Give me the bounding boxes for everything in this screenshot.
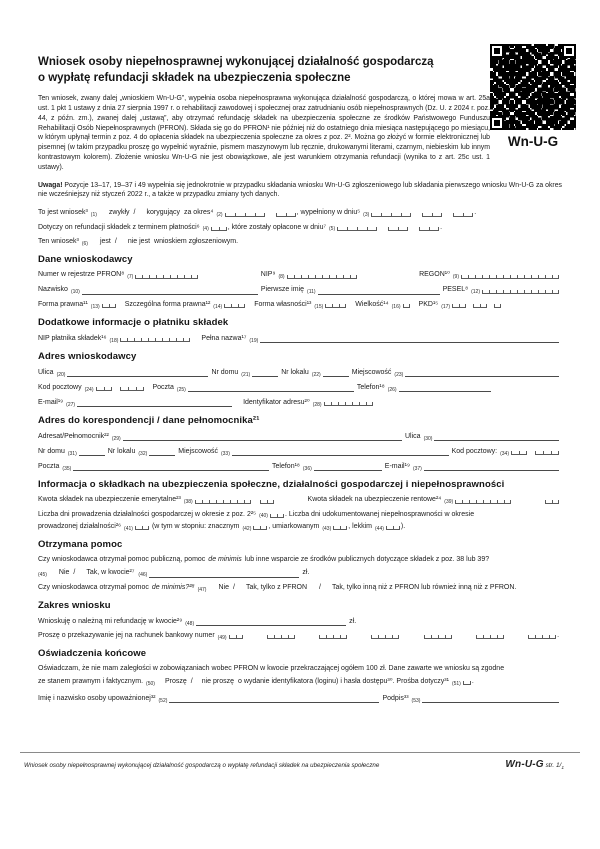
field-label: de minimis?²⁸: [151, 583, 195, 591]
field-label: PESEL⁸: [442, 286, 469, 294]
field-label: Czy wnioskodawca otrzymał pomoc publiczną, pomoc: [38, 556, 206, 564]
spacer: [494, 391, 562, 392]
form-row-identyfikatory: [38, 271, 562, 279]
form-row-podpis: [38, 694, 562, 703]
pos-number: (21): [241, 371, 251, 378]
termin-platnosci-field[interactable]: [211, 227, 227, 231]
spacer: [324, 591, 332, 592]
field-label: /: [319, 583, 321, 591]
spacer: [312, 577, 562, 578]
qr-block: [489, 44, 577, 149]
poczta-korespondencja-line[interactable]: [73, 462, 269, 471]
form-row-dni2: [38, 523, 562, 531]
spacer: [411, 231, 419, 232]
pos-number: (37): [412, 465, 422, 472]
field-label: /: [233, 583, 235, 591]
pesel-field[interactable]: [482, 290, 559, 294]
form-row-oswiadczenie2: [38, 678, 562, 686]
pos-number: (47): [197, 586, 207, 593]
oplacone-miesiac-field[interactable]: [388, 227, 408, 231]
pos-number: (40): [259, 513, 268, 520]
rachunek-field[interactable]: [229, 635, 243, 639]
choice-zwykly[interactable]: zwykły: [108, 209, 130, 217]
field-label: /: [114, 237, 117, 245]
field-label: Miejscowość: [178, 447, 218, 455]
field-label: prowadzonej działalności²⁶: [38, 522, 122, 530]
rachunek-field[interactable]: [476, 635, 504, 639]
field-label: Proszę o przekazywanie jej na rachunek bankowy numer: [38, 632, 215, 640]
field-label: E-mail¹⁹: [38, 398, 64, 406]
rachunek-field[interactable]: [371, 635, 399, 639]
choice-jest[interactable]: jest: [99, 237, 111, 245]
pos-number: (52): [158, 697, 168, 704]
pos-number: (10): [70, 289, 80, 296]
oplacone-dzien-field[interactable]: [419, 227, 439, 231]
field-label: REGON¹⁰: [419, 271, 450, 279]
section-otrzymana-pomoc: Otrzymana pomoc: [38, 539, 123, 551]
telefon-korespondencja-line[interactable]: [314, 462, 382, 471]
form-row-korespondencja1: [38, 432, 562, 441]
field-label: Identyfikator adresu²⁰: [243, 398, 310, 406]
pos-number: (46): [138, 572, 148, 579]
pos-number: (28): [312, 401, 322, 408]
pos-number: (19): [249, 337, 259, 344]
liczba-dni-niepelnosprawnosci-field[interactable]: [135, 526, 149, 530]
pos-number: (8): [278, 274, 285, 281]
telefon-line[interactable]: [399, 383, 491, 392]
spacer: [254, 504, 260, 505]
spacer: [277, 504, 308, 505]
field-label: Poczta: [38, 462, 60, 470]
spacer: [359, 625, 562, 626]
field-label: Wielkość¹⁴: [355, 300, 389, 308]
field-label: Ulica: [38, 368, 54, 376]
spacer: [311, 591, 319, 592]
form-code-label: Wn-U-G: [507, 134, 559, 149]
email-line[interactable]: [77, 398, 232, 407]
pos-number: (53): [411, 697, 421, 704]
spacer: [530, 455, 535, 456]
pos-number: (3): [363, 212, 370, 219]
section-adres-korespondencji: Adres do korespondencji / dane pełnomocnika²¹: [38, 415, 260, 427]
field-label: de minimis: [208, 556, 242, 564]
spacer: [490, 308, 494, 309]
pos-number: (25): [176, 386, 186, 393]
miejscowosc-line[interactable]: [405, 368, 559, 377]
kwota-refundacji-line[interactable]: [196, 617, 346, 626]
field-label: Ulica: [405, 432, 421, 440]
form-row-dni1: [38, 511, 562, 519]
form-title-line2: o wypłatę refundacji składek na ubezpieczenia społeczne: [38, 72, 351, 85]
field-label: . Liczba dni udokumentowanej niepełnosprawności w okresie: [284, 510, 475, 518]
field-label: lub inne wsparcie ze środków publicznych dotyczące składek z poz. 38 lub 39?: [244, 556, 490, 564]
szczegolna-forma-field[interactable]: [224, 304, 245, 308]
spacer: [157, 685, 165, 686]
field-label: Miejscowość: [351, 368, 392, 376]
imie-nazwisko-upowaznionej-line[interactable]: [169, 694, 379, 703]
field-label: Wnioskuję o należną mi refundację w kwocie²⁹: [38, 617, 183, 625]
form-row-nazwisko: [38, 286, 562, 295]
forma-wlasnosci-field[interactable]: [325, 304, 346, 308]
pos-number: (35): [62, 465, 72, 472]
field-label: Kwota składek na ubezpieczenie rentowe²⁴: [307, 496, 442, 504]
pos-number: (26): [387, 386, 397, 393]
intro-paragraph: Ten wniosek, zwany dalej „wnioskiem Wn-U-G”, wypełnia osoba niepełnosprawna wykonująca działalność gospodarczą, o której mowa w art. 25a ust. 1 pkt 1 ustawy z dnia 27 sierpnia 1997 r. o rehabilitacji zawodowej i społecznej oraz zatrudnianiu osób niepełnosprawnych (Dz. U. z 2024 r. poz. 44, z późn. zm.), zwanej dalej „ustawą”, aby otrzymać refundację składek na ubezpieczenia społeczne ze środków Państwowego Funduszu Rehabilitacji Osób Niepełnosprawnych (PFRON). Składa się go do PFRON¹ nie później niż do ostatniego dnia miesiąca następującego po miesiącu, w którym upłynął termin z poz. 4 do opłacenia składek na ubezpieczenia społeczne za okres z poz. 2². Można go złożyć w formie elektronicznej lub pisemnej (w takim przypadku proszę go wypełnić wyraźnie, pismem maszynowym lub ręcznie, drukowanymi literami, czarnym, niebieskim lub innym kontrastowym kolorem). Złożenie wniosku Wn-U-G nie jest obowiązkowe, ale jest warunkiem otrzymania refundacji (wynika to z art. 25c ust. 1 ustawy).: [38, 95, 490, 171]
field-label: Nr domu: [211, 368, 239, 376]
spacer: [469, 308, 473, 309]
pfron-number-field[interactable]: [135, 275, 198, 279]
liczba-dni-dzialalnosci-field[interactable]: [270, 514, 284, 518]
notice-bold: Uwaga!: [38, 181, 63, 189]
spacer: [201, 279, 260, 280]
section-adres-wnioskodawcy: Adres wnioskodawcy: [38, 351, 137, 363]
spacer: [99, 217, 109, 218]
pos-number: (4): [202, 226, 209, 233]
field-label: Adresat/Pełnomocnik²²: [38, 432, 109, 440]
field-label: Forma własności¹³: [254, 300, 312, 308]
spacer: [90, 245, 100, 246]
pos-number: (32): [138, 450, 148, 457]
field-label: To jest wniosek³: [38, 209, 88, 217]
spacer: [507, 639, 528, 640]
spacer: [350, 639, 371, 640]
choice-deminimis-pfron[interactable]: Tak, tylko z PFRON: [245, 583, 308, 591]
kod-pocztowy-korespondencja-field[interactable]: [535, 451, 559, 455]
spacer: [246, 639, 267, 640]
stopien-lekki-field[interactable]: [386, 526, 400, 530]
field-label: .: [471, 677, 474, 685]
form-row-adres1: [38, 368, 562, 377]
spacer: [455, 639, 476, 640]
field-label: Liczba dni prowadzenia działalności gospodarczej w okresie z poz. 2²⁵: [38, 510, 257, 518]
field-label: Imię i nazwisko osoby upoważnionej³²: [38, 694, 156, 702]
field-label: Nr lokalu: [107, 447, 136, 455]
pos-number: (20): [56, 371, 66, 378]
notice-text: Pozycje 13–17, 19–37 i 49 wypełnia się jednokrotnie w przypadku składania wniosku Wn-U-G zgłoszeniowego lub składania pierwszego wniosku Wn-U-G za okres nie wcześniejszy niż styczeń 2022 r., a także w przypadku zmiany tych danych.: [38, 181, 562, 199]
rachunek-field[interactable]: [528, 635, 556, 639]
notice-paragraph: [38, 181, 562, 201]
field-label: Pierwsze imię: [260, 286, 305, 294]
field-label: ze stanem prawnym i faktycznym.: [38, 677, 144, 685]
podpis-line[interactable]: [422, 694, 559, 703]
pos-number: (27): [66, 401, 76, 408]
field-label: .: [440, 223, 443, 231]
field-label: zł.: [302, 569, 310, 577]
kwota-emerytalne-grosze-field[interactable]: [260, 500, 274, 504]
spacer: [49, 577, 59, 578]
pos-number: (22): [311, 371, 321, 378]
footer-page-number: str. 1/: [543, 762, 562, 769]
form-row-wniosek-typ: [38, 209, 562, 217]
form-row-korespondencja3: [38, 462, 562, 471]
field-label: PKD¹⁵: [418, 300, 439, 308]
pos-number: (17): [441, 303, 451, 310]
field-label: Czy wnioskodawca otrzymał pomoc: [38, 583, 149, 591]
pos-number: (29): [111, 435, 121, 442]
form-title: [38, 54, 562, 86]
field-label: NIP⁹: [260, 271, 276, 279]
field-label: (w tym w stopniu: znacznym: [151, 522, 240, 530]
field-label: , wypełniony w dniu⁵: [296, 209, 361, 217]
pos-number: (44): [375, 525, 384, 532]
pos-number: (15): [314, 303, 324, 310]
form-row-adres3: [38, 398, 562, 407]
nip-field[interactable]: [287, 275, 357, 279]
pos-number: (13): [90, 303, 100, 310]
spacer: [376, 406, 562, 407]
pos-number: (49): [217, 634, 227, 641]
field-label: wnioskiem zgłoszeniowym.: [154, 237, 239, 245]
nr-domu-line[interactable]: [252, 368, 278, 377]
pos-number: (7): [127, 274, 134, 281]
choice-prosze[interactable]: Proszę: [164, 677, 187, 685]
pelna-nazwa-line[interactable]: [260, 334, 559, 343]
choice-nie-jest[interactable]: nie jest: [127, 237, 151, 245]
pos-number: (5): [329, 226, 336, 233]
section-dane-wnioskodawcy: Dane wnioskodawcy: [38, 254, 133, 266]
wypelniony-dzien-field[interactable]: [453, 213, 473, 217]
spacer: [115, 391, 120, 392]
pos-number: (34): [500, 450, 509, 457]
spacer: [380, 231, 388, 232]
spacer: [445, 217, 453, 218]
field-label: /: [133, 209, 136, 217]
pos-number: (2): [216, 212, 223, 219]
poczta-line[interactable]: [188, 383, 354, 392]
spacer: [78, 577, 86, 578]
pos-number: (33): [220, 450, 230, 457]
form-row-zgloszeniowy: [38, 238, 562, 246]
qr-finder-icon: [490, 44, 504, 58]
field-label: .: [557, 632, 560, 640]
spacer: [120, 245, 128, 246]
pos-number: (38): [183, 499, 193, 505]
imie-line[interactable]: [318, 286, 440, 295]
page-footer: [20, 752, 580, 771]
field-label: , które zostały opłacone w dniu⁷: [227, 223, 327, 231]
form-row-kwoty: [38, 496, 562, 504]
field-label: NIP płatnika składek¹⁶: [38, 334, 107, 342]
spacer: [360, 279, 419, 280]
spacer: [268, 217, 276, 218]
form-row-termin: [38, 224, 562, 232]
kwota-rentowe-grosze-field[interactable]: [545, 500, 559, 504]
ulica-line[interactable]: [67, 368, 208, 377]
form-row-pomoc-pytanie1: [38, 556, 562, 564]
field-label: zł.: [349, 617, 357, 625]
field-label: o wydanie identyfikatora (loginu) i hasła dostępu³⁰. Prośba dotyczy³¹: [237, 677, 449, 685]
wypelniony-miesiac-field[interactable]: [422, 213, 442, 217]
field-label: Szczególna forma prawna¹²: [124, 300, 211, 308]
form-row-oswiadczenie1: [38, 665, 562, 673]
wielkosc-field[interactable]: [403, 304, 410, 308]
qr-finder-icon: [562, 44, 576, 58]
rachunek-field[interactable]: [267, 635, 295, 639]
qr-finder-icon: [490, 116, 504, 130]
pos-number: (48): [185, 620, 195, 627]
field-label: Numer w rejestrze PFRON⁸: [38, 271, 125, 279]
prosba-dotyczy-field[interactable]: [463, 681, 471, 685]
footer-form-code: Wn-U-G: [505, 759, 544, 770]
field-label: /: [73, 569, 76, 577]
pos-number: (50): [146, 680, 155, 687]
nr-lokalu-line[interactable]: [323, 368, 349, 377]
field-label: E-mail¹⁹: [384, 462, 410, 470]
pos-number: (42): [242, 525, 252, 532]
field-label: Telefon¹⁸: [272, 462, 300, 470]
kod-pocztowy-field[interactable]: [96, 387, 112, 391]
pos-number: (11): [307, 289, 316, 296]
form-row-pomoc-pytanie2: [38, 584, 562, 592]
regon-field[interactable]: [461, 275, 559, 279]
form-row-pomoc-odpowiedz1: [38, 569, 562, 578]
section-skladki: Informacja o składkach na ubezpieczenia społeczne, działalności gospodarczej i niepełnosprawności: [38, 479, 505, 491]
pos-number: (23): [394, 371, 404, 378]
stopien-umiarkowany-field[interactable]: [333, 526, 347, 530]
footer-page-total: 1: [561, 766, 564, 772]
pos-number: (1): [90, 212, 97, 219]
field-label: Oświadczam, że nie mam zaległości w zobowiązaniach wobec PFRON w kwocie przekraczającej ogółem 100 zł. Dane zawarte we wniosku są zgodne: [38, 665, 505, 673]
pos-number: (41): [124, 525, 133, 532]
spacer: [139, 217, 147, 218]
forma-prawna-field[interactable]: [102, 304, 116, 308]
spacer: [402, 639, 423, 640]
field-label: , umiarkowanym: [268, 522, 320, 530]
field-label: .: [474, 209, 477, 217]
field-label: Forma prawna¹¹: [38, 300, 88, 308]
pos-number: (18): [109, 337, 119, 344]
email-korespondencja-line[interactable]: [424, 462, 559, 471]
nr-domu-korespondencja-line[interactable]: [79, 447, 105, 456]
spacer: [414, 217, 422, 218]
field-label: Poczta: [152, 383, 174, 391]
form-row-forma-prawna: [38, 301, 562, 309]
spacer: [514, 504, 545, 505]
pos-number: (14): [213, 303, 223, 310]
field-label: Nazwisko: [38, 286, 68, 294]
rachunek-field[interactable]: [319, 635, 347, 639]
nip-platnika-field[interactable]: [120, 338, 190, 342]
pos-number: (12): [471, 289, 480, 296]
okres-miesiac-field[interactable]: [276, 213, 296, 217]
spacer: [208, 591, 218, 592]
section-dodatkowe-informacje: Dodatkowe informacje o płatniku składek: [38, 317, 229, 329]
nr-lokalu-korespondencja-line[interactable]: [149, 447, 175, 456]
field-label: Kwota składek na ubezpieczenie emerytalne²³: [38, 496, 181, 504]
choice-korygujacy[interactable]: korygujący: [146, 209, 180, 217]
pos-number: (30): [423, 435, 433, 442]
wypelniony-rok-field[interactable]: [371, 213, 411, 217]
choice-pomoc-tak[interactable]: Tak, w kwocie²⁷: [86, 569, 135, 577]
kwota-pomocy-line[interactable]: [149, 569, 299, 578]
choice-deminimis-inna[interactable]: Tak, tylko inną niż z PFRON lub również inną niż z PFRON.: [331, 583, 517, 591]
oplacone-rok-field[interactable]: [337, 227, 377, 231]
nazwisko-line[interactable]: [82, 286, 258, 295]
form-title-line1: Wniosek osoby niepełnosprawnej wykonującej działalność gospodarczą: [38, 56, 434, 68]
field-label: Kod pocztowy: [38, 383, 82, 391]
identyfikator-adresu-field[interactable]: [324, 402, 373, 406]
pos-number: (6): [81, 240, 88, 247]
spacer: [193, 342, 201, 343]
kod-pocztowy-korespondencja-field[interactable]: [511, 451, 527, 455]
choice-nie-prosze[interactable]: nie proszę: [201, 677, 234, 685]
footer-page-info: [505, 759, 564, 771]
field-label: ).: [400, 522, 406, 530]
field-label: Telefon¹⁸: [356, 383, 385, 391]
spacer: [235, 406, 243, 407]
field-label: Pełna nazwa¹⁷: [201, 334, 247, 342]
field-label: Nr lokalu: [281, 368, 309, 376]
field-label: Podpis³³: [382, 694, 409, 702]
section-zakres-wniosku: Zakres wniosku: [38, 600, 111, 612]
spacer: [238, 591, 246, 592]
footer-title: Wniosek osoby niepełnosprawnej wykonującej działalność gospodarczą o wypłatę refundacji składek na ubezpieczenia społeczne: [24, 762, 380, 769]
field-label: , lekkim: [348, 522, 372, 530]
field-label: Dotyczy on refundacji składek z terminem płatności⁶: [38, 223, 200, 231]
qr-code: [490, 44, 576, 130]
choice-deminimis-nie[interactable]: Nie: [218, 583, 229, 591]
field-label: Ten wniosek³: [38, 237, 79, 245]
form-row-adres2: [38, 383, 562, 392]
choice-pomoc-nie[interactable]: Nie: [58, 569, 70, 577]
pkd-field[interactable]: [452, 304, 466, 308]
ulica-korespondencja-line[interactable]: [434, 432, 559, 441]
pos-number: (24): [84, 386, 94, 393]
field-label: Kod pocztowy:: [451, 447, 498, 455]
form-row-korespondencja2: [38, 447, 562, 456]
form-row-platnik: [38, 334, 562, 343]
spacer: [298, 639, 319, 640]
pos-number: (51): [451, 680, 461, 687]
pkd-field[interactable]: [494, 304, 501, 308]
pos-number: (36): [302, 465, 312, 472]
pos-number: (43): [322, 525, 332, 532]
pos-number: (9): [452, 274, 460, 281]
field-label: za okres⁴: [183, 209, 214, 217]
kwota-emerytalne-field[interactable]: [195, 500, 251, 504]
pos-number: (39): [444, 499, 454, 505]
pos-number: (31): [67, 450, 77, 457]
kwota-rentowe-field[interactable]: [455, 500, 511, 504]
pkd-field[interactable]: [473, 304, 487, 308]
okres-rok-field[interactable]: [225, 213, 265, 217]
field-label: Nr domu: [38, 447, 65, 455]
stopien-znaczny-field[interactable]: [253, 526, 267, 530]
section-oswiadczenia: Oświadczenia końcowe: [38, 648, 147, 660]
rachunek-field[interactable]: [424, 635, 452, 639]
adresat-line[interactable]: [123, 432, 402, 441]
pos-number: (45): [38, 572, 47, 579]
field-label: /: [190, 677, 193, 685]
kod-pocztowy-field[interactable]: [120, 387, 144, 391]
form-row-rachunek: [38, 632, 562, 640]
miejscowosc-korespondencja-line[interactable]: [232, 447, 449, 456]
form-row-refundacja: [38, 617, 562, 626]
pos-number: (16): [391, 303, 401, 310]
